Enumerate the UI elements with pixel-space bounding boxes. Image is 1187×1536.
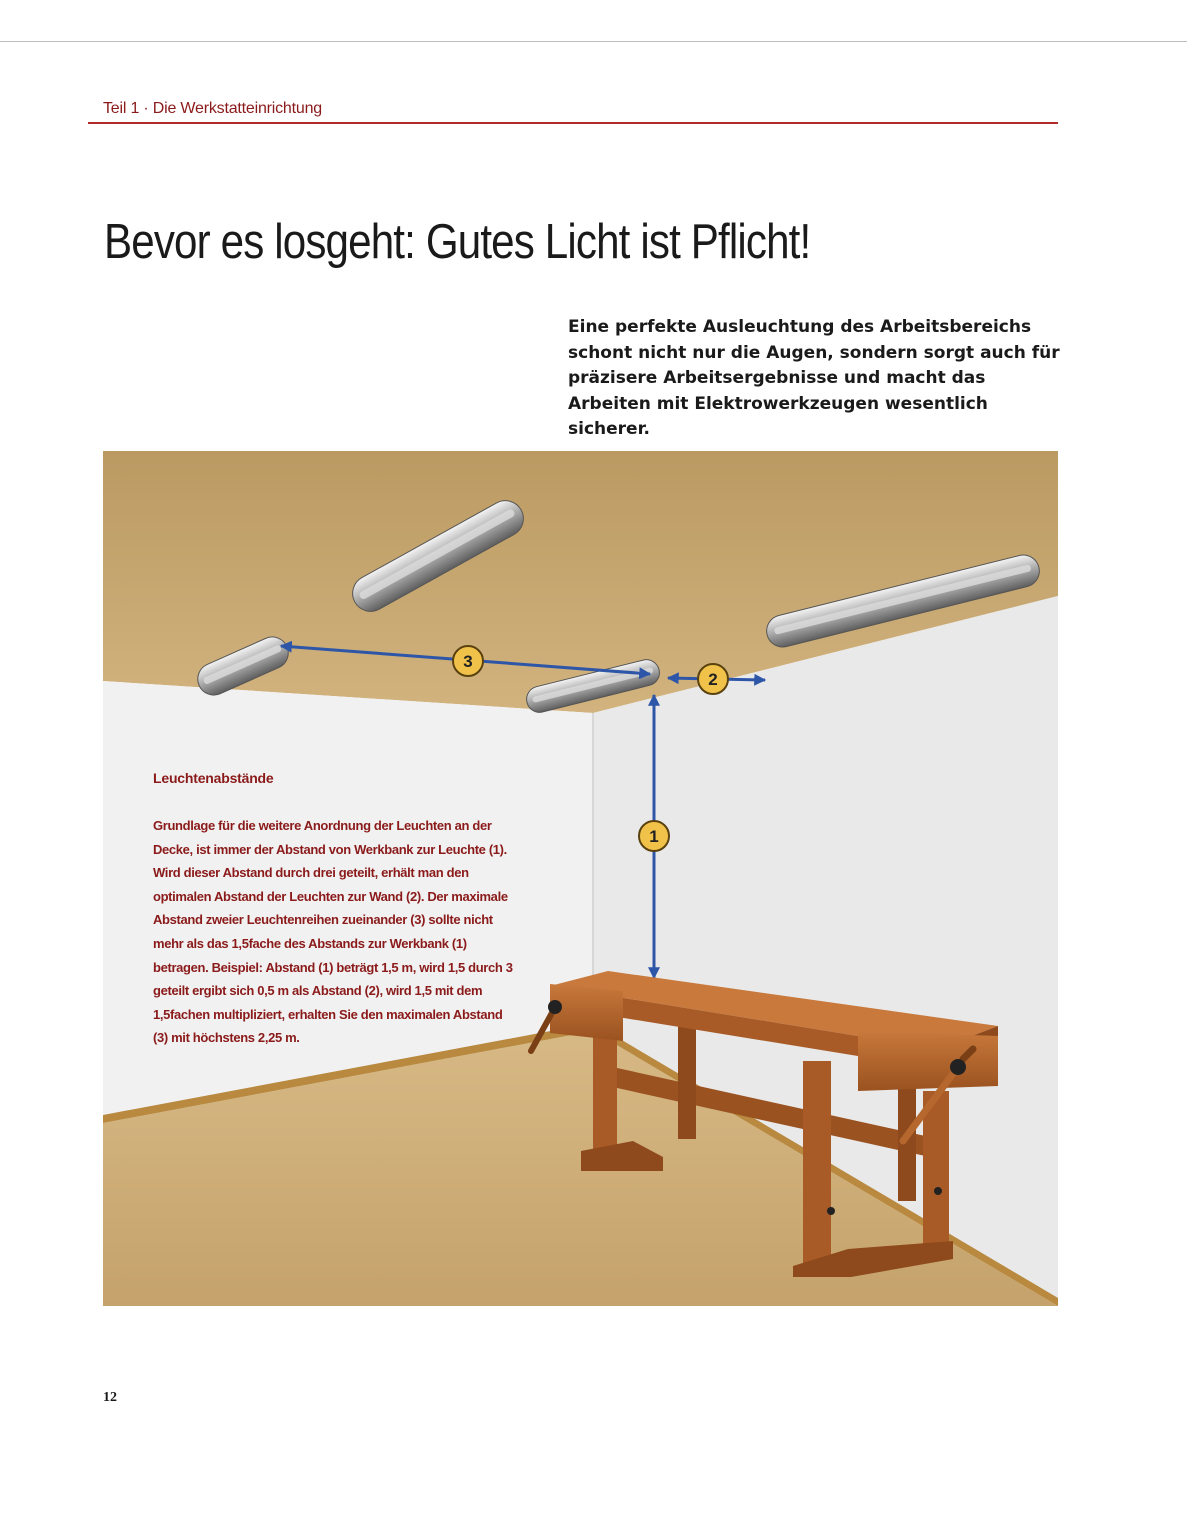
sidebar-body: Grundlage für die weitere Anordnung der Leuchten an der Decke, ist immer der Abstand von Werkbank zur Leuchte (1). Wird dieser Abstand durch drei geteilt, erhält man den optimalen Abstand der Leuchten zur Wand (2). Der maximale Abstand zweier Leuchtenreihen zueinander (3) sollte nicht mehr als das 1,5fache des Abstands zur Werkbank (1) betragen. Beispiel: Abstand (1) beträgt 1,5 m, wird 1,5 durch 3 geteilt ergibt sich 0,5 m als Abstand (2), wird 1,5 mit dem 1,5fachen multipliziert, erhalten Sie den maximalen Abstand (3) mit höchstens 2,25 m. <box>153 818 513 1046</box>
marker-2 <box>698 664 728 694</box>
intro-paragraph: Eine perfekte Ausleuchtung des Arbeitsbereichs schont nicht nur die Augen, sondern sorgt auch für präzisere Arbeitsergebnisse und macht das Arbeiten mit Elektrowerkzeugen wesentlich sicherer. <box>568 317 1060 439</box>
page-title: Bevor es losgeht: Gutes Licht ist Pflicht! <box>104 215 811 269</box>
sidebar-heading: Leuchtenabstände <box>153 770 274 786</box>
marker-3 <box>453 646 483 676</box>
svg-text:2: 2 <box>708 670 718 689</box>
running-head: Teil 1 · Die Werkstatteinrichtung <box>103 100 322 117</box>
svg-text:1: 1 <box>649 827 659 846</box>
page-number: 12 <box>103 1390 117 1405</box>
top-rule <box>0 41 1187 42</box>
marker-1 <box>639 821 669 851</box>
svg-text:3: 3 <box>463 652 473 671</box>
sidebar-textbox <box>153 770 518 1050</box>
running-head-rule <box>88 122 1058 124</box>
